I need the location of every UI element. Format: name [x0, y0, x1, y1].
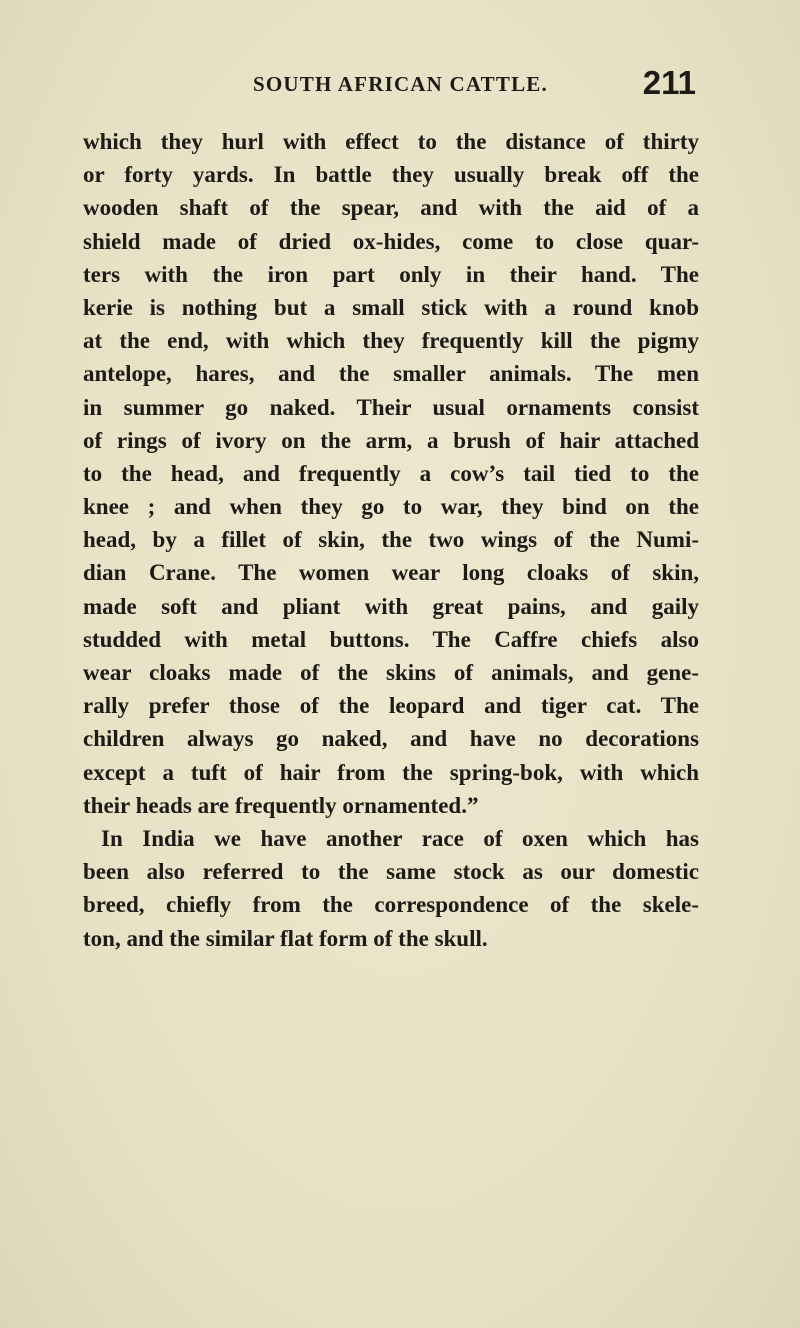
text-line: breed, chiefly from the correspondence of the skele-: [83, 892, 699, 918]
text-line: to the head, and frequently a cow’s tail tied to the: [83, 460, 699, 486]
text-line: except a tuft of hair from the spring-bok, with which: [83, 759, 699, 785]
text-line: their heads are frequently ornamented.”: [83, 792, 479, 818]
text-line: rally prefer those of the leopard and tiger cat. The: [83, 693, 699, 719]
text-line: children always go naked, and have no decorations: [83, 726, 699, 752]
body-text: [83, 125, 699, 955]
text-line: dian Crane. The women wear long cloaks of skin,: [83, 560, 699, 586]
text-line: shield made of dried ox-hides, come to close quar-: [83, 228, 699, 254]
text-line: head, by a fillet of skin, the two wings of the Numi-: [83, 527, 699, 553]
text-line: been also referred to the same stock as our domestic: [83, 859, 699, 885]
text-line: of rings of ivory on the arm, a brush of hair attached: [83, 427, 699, 453]
text-line: studded with metal buttons. The Caffre chiefs also: [83, 626, 699, 652]
page-number: 211: [642, 64, 696, 101]
text-line: made soft and pliant with great pains, and gaily: [83, 593, 699, 619]
text-line: ton, and the similar flat form of the skull.: [83, 925, 488, 951]
text-line: ters with the iron part only in their hand. The: [83, 261, 699, 287]
text-line: kerie is nothing but a small stick with a round knob: [83, 294, 699, 320]
text-line: knee ; and when they go to war, they bind on the: [83, 494, 699, 520]
text-line: wear cloaks made of the skins of animals, and gene-: [83, 660, 699, 685]
text-line: wooden shaft of the spear, and with the aid of a: [83, 195, 699, 221]
text-line: in summer go naked. Their usual ornaments consist: [83, 394, 699, 420]
text-line: antelope, hares, and the smaller animals. The men: [83, 361, 699, 387]
text-line: In India we have another race of oxen which has: [101, 825, 699, 851]
text-line: which they hurl with effect to the distance of thirty: [83, 129, 699, 154]
text-line: or forty yards. In battle they usually break off the: [83, 162, 699, 188]
running-head: [96, 66, 696, 106]
text-line: at the end, with which they frequently kill the pigmy: [83, 328, 699, 354]
running-head-title: SOUTH AFRICAN CATTLE.: [253, 72, 548, 96]
